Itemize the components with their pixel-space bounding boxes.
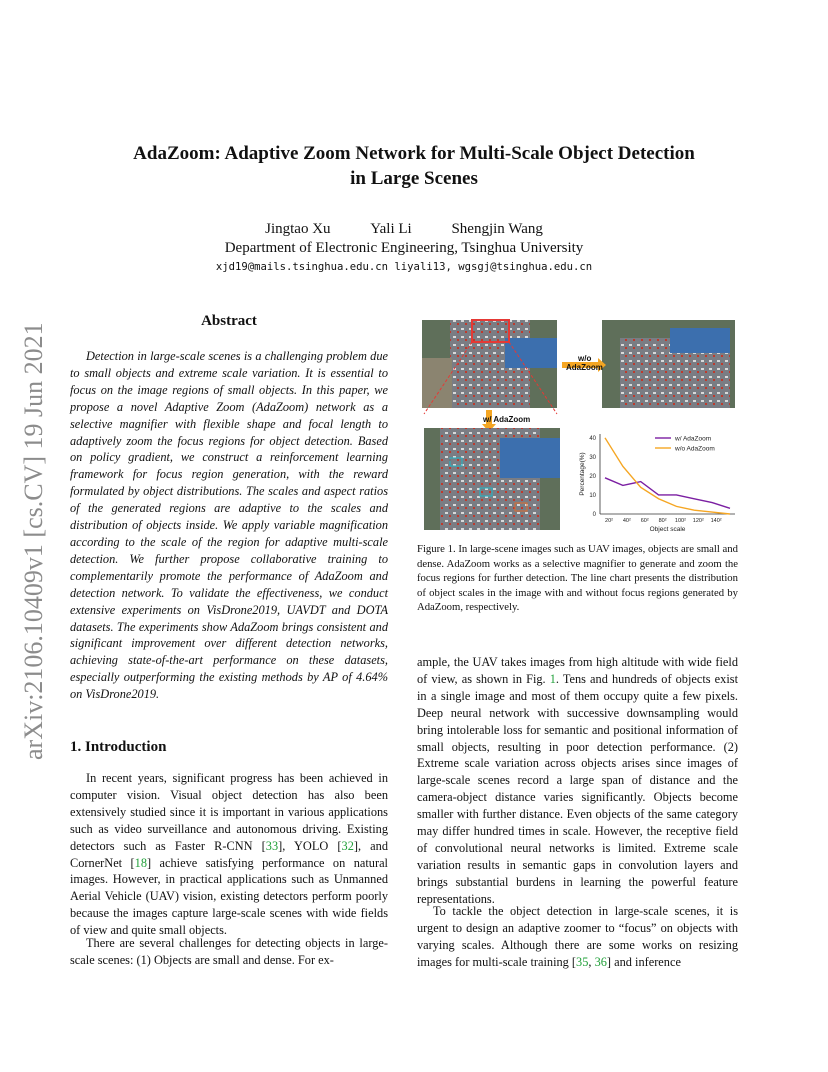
y-tick-label: 30 [589,454,596,461]
x-tick-label: 120² [692,518,704,524]
x-tick-label: 40² [622,518,631,524]
figure-reference-link[interactable]: 1 [549,671,556,686]
intro-paragraph-2: There are several challenges for detecting objects in large-scale scenes: (1) Objects are small and dense. For ex- [70,936,388,967]
author-emails: xjd19@mails.tsinghua.edu.cn liyali13, wgsgj@tsinghua.edu.cn [215,261,593,273]
author-1: Jingtao Xu [265,221,331,237]
label-with-adazoom: w/ AdaZoom [483,415,531,424]
affiliation: Department of Electronic Engineering, Tsinghua University [224,240,584,256]
introduction-heading: 1. Introduction [70,739,167,755]
x-tick-label: 100² [674,518,686,524]
figure-1 [420,318,740,540]
label-wo: w/o [578,354,592,363]
y-tick-label: 20 [589,473,596,480]
x-tick-label: 60² [640,518,649,524]
y-tick-label: 0 [592,512,596,518]
zoomed-detection-result [424,428,560,530]
citation-link[interactable]: 33 [265,838,279,853]
x-tick-label: 80² [658,518,667,524]
y-axis-label: Percentage(%) [579,452,586,496]
aerial-image-original [422,320,557,408]
intro-paragraph-1: In recent years, significant progress has been achieved in computer vision. Visual object detection has also been extensively studied since it is important in various applications such as video surveillance and autonomous driving. Existing detectors such as Faster R-CNN [33], YOLO [32], and CornerNet [18] achieve satisfying performance on natural images. However, in practical applications such as Unmanned Aerial Vehicle (UAV) vision, existing detectors perform poorly because the images capture large-scale scenes with wide fields of view and quite small objects. [70,771,389,938]
citation-link[interactable]: 35 [576,954,589,969]
citation-link[interactable]: 36 [594,954,607,969]
x-axis-label: Object scale [649,526,686,533]
y-tick-label: 10 [589,492,596,499]
citation-link[interactable]: 18 [134,855,147,870]
author-3: Shengjin Wang [451,221,543,237]
x-tick-label: 20² [605,518,613,524]
object-scale-chart [570,428,740,540]
title-line-2: in Large Scenes [350,168,478,189]
arxiv-identifier: arXiv:2106.10409v1 [cs.CV] 19 Jun 2021 [19,322,48,760]
right-paragraph-1: ample, the UAV takes images from high altitude with wide field of view, as shown in Fig. 1. Tens and hundreds of objects exist in a single image and most of them occupy quite a few pixels. Deep neural network with successive downsampling would bring intolerable loss for semantic and positional information of small objects, resulting in poor detection performance. (2) Extreme scale variation across objects arises since images of large-scale scenes record a large span of distance and the camera-object distance varies significantly. Objects become smaller with further distance. Even objects of the same category may differ hundred times in scale. However, the receptive field of convolutional neural networks is limited. Extreme scale variation results in semantic gaps in convolution layers and brings substantial burdens in learning the powerful feature representations. [417,655,738,906]
legend-label: w/ AdaZoom [675,435,712,443]
abstract-heading: Abstract [201,313,257,329]
right-paragraph-2: To tackle the object detection in large-scale scenes, it is urgent to design an adaptive zoomer to “focus” on objects with varying scales. Although there are some works on resizing images for multi-scale training [35, 36] and inference [417,904,738,969]
author-list [0,219,808,239]
x-tick-label: 140² [710,518,722,524]
citation-link[interactable]: 32 [341,838,354,853]
legend-label: w/o AdaZoom [675,445,715,453]
label-adazoom: AdaZoom [566,363,603,372]
y-tick-label: 40 [589,435,596,442]
title-line-1: AdaZoom: Adaptive Zoom Network for Multi-Scale Object Detection [133,143,695,164]
detection-result-without-adazoom [602,320,735,408]
author-2: Yali Li [370,221,412,237]
figure-graphic [420,318,740,540]
abstract-text: Detection in large-scale scenes is a challenging problem due to small objects and extreme scale variation. It is essential to focus on the image regions of small objects. In this paper, we propose a novel Adaptive Zoom (AdaZoom) network as a selective magnifier with flexible shape and focal length to adaptively zoom the focus regions for object detection. Based on policy gradient, we construct a reinforcement learning framework for focus region generation, with the reward formulated by object distributions. The scales and aspect ratios of the generated regions are adaptive to the scales and distribution of objects inside. We apply variable magnification according to the scale of the region for adaptive multi-scale detection. We further propose collaborative training to complementarily promote the performance of AdaZoom and detection network. To validate the effectiveness, we conduct extensive experiments on VisDrone2019, UAVDT and DOTA datasets. The experiments show AdaZoom brings consistent and significant improvement over different detection networks, achieving state-of-the-art performance on these datasets, especially outperforming the existing methods by AP of 4.64% on VisDrone2019. [70,349,388,702]
figure-1-caption: Figure 1. In large-scene images such as UAV images, objects are small and dense. AdaZoom works as a selective magnifier to generate and zoom the focus regions for further detection. The line chart presents the distribution of object scales in the image with and without focus regions generated by AdaZoom, respectively. [417,543,738,614]
paper-title [0,141,828,191]
